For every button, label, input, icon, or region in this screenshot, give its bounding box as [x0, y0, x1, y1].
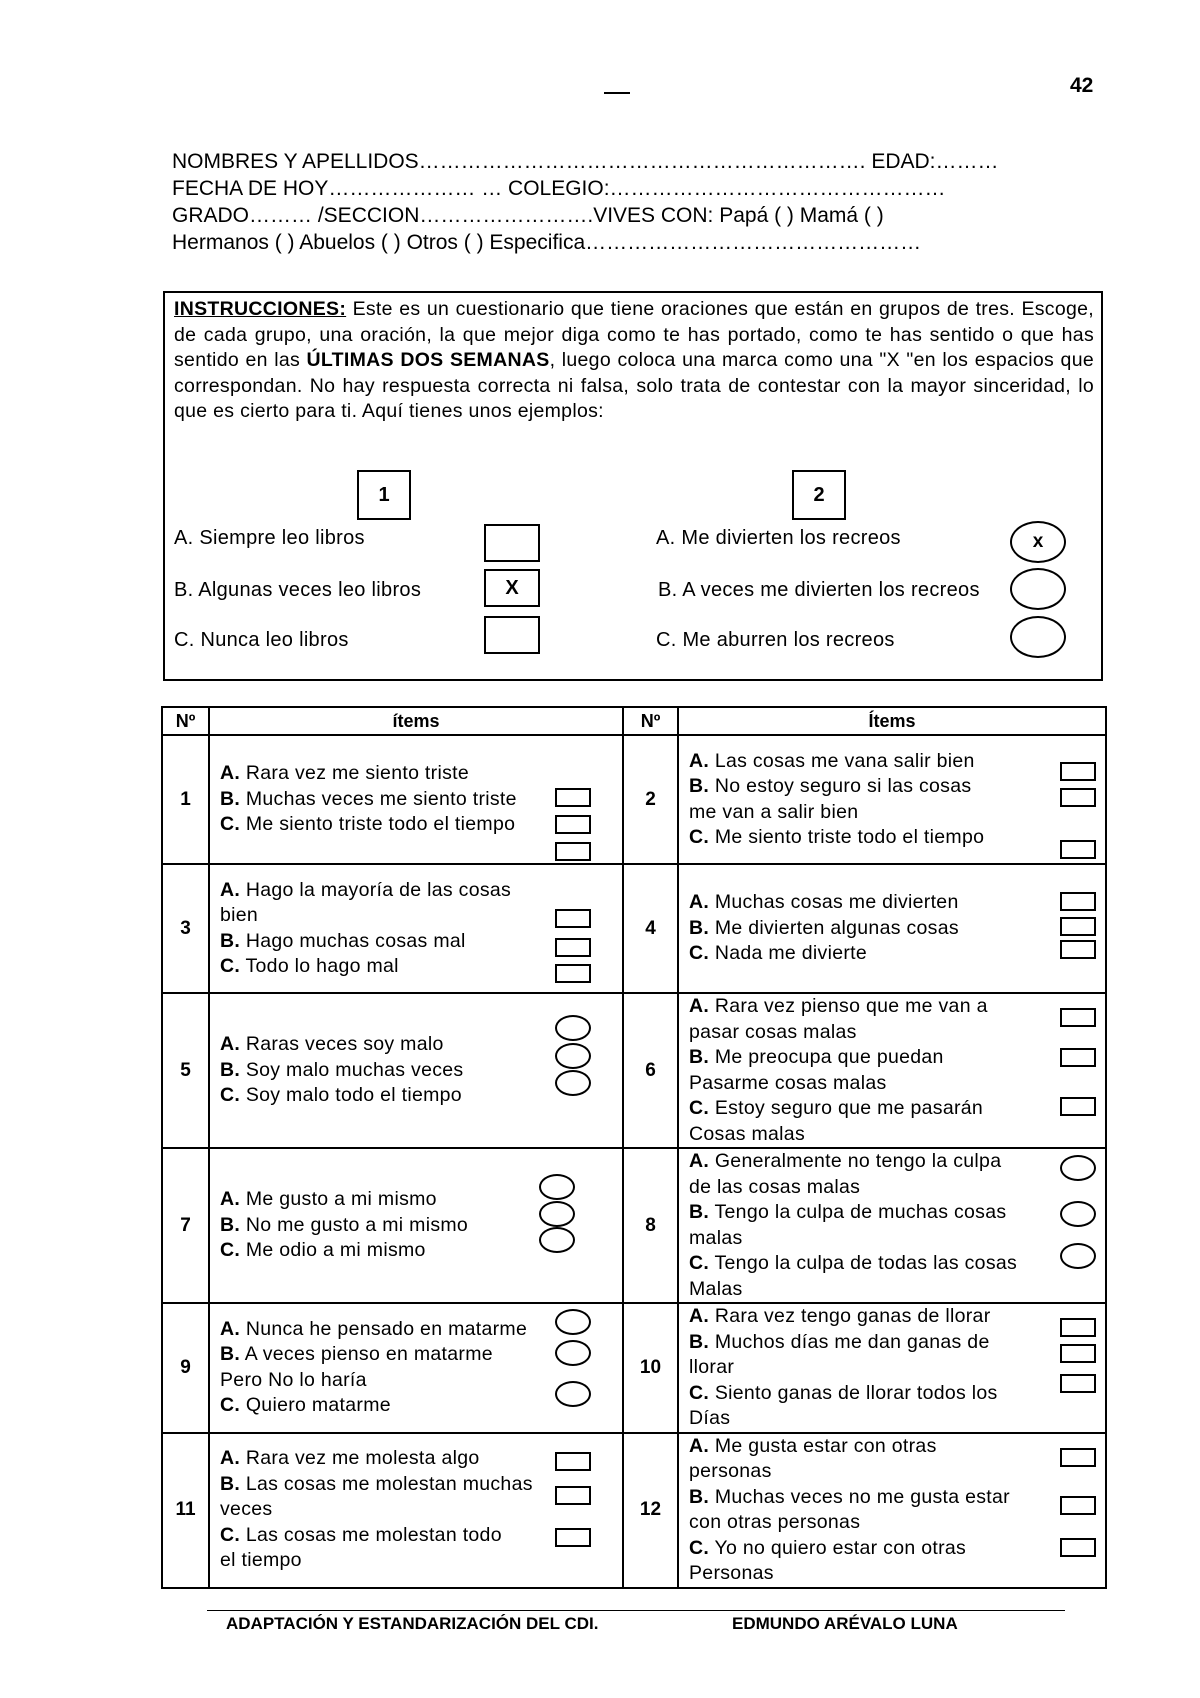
- item-number: 12: [623, 1433, 678, 1588]
- item-line: [689, 1149, 1105, 1175]
- option-text: Las cosas me molestan todo: [240, 1523, 502, 1546]
- grade-section-line: GRADO……… /SECCION…………………….VIVES CON: Papá ( ) Mamá ( ): [172, 204, 884, 227]
- option-text: Generalmente no tengo la culpa: [709, 1150, 1002, 1172]
- item-text: [210, 1032, 622, 1109]
- option-letter: C.: [220, 1523, 241, 1546]
- item-cell: [209, 864, 623, 993]
- item-line: [689, 1355, 1105, 1381]
- answer-box-b[interactable]: [1060, 917, 1096, 936]
- item-number: 6: [623, 993, 678, 1148]
- answer-oval-a[interactable]: [539, 1174, 575, 1200]
- item-number: 4: [623, 864, 678, 993]
- item-line: [689, 1122, 1105, 1148]
- option-text: Muchas veces me siento triste: [240, 787, 517, 810]
- option-text: de las cosas malas: [689, 1175, 861, 1198]
- item-cell: [209, 1303, 623, 1433]
- answer-box-b[interactable]: [555, 938, 591, 957]
- item-line: [689, 1406, 1105, 1432]
- answer-oval-a[interactable]: [555, 1015, 591, 1041]
- answer-oval-a[interactable]: [1060, 1155, 1096, 1181]
- example-2-number: 2: [792, 470, 846, 520]
- option-letter: C.: [220, 1084, 241, 1107]
- answer-box-a[interactable]: [1060, 762, 1096, 781]
- item-cell: [678, 1303, 1106, 1433]
- footer-credit: ADAPTACIÓN Y ESTANDARIZACIÓN DEL CDI.: [226, 1614, 599, 1633]
- option-letter: A.: [689, 995, 710, 1017]
- item-line: [689, 1459, 1105, 1485]
- answer-box-b[interactable]: [1060, 788, 1096, 807]
- option-text: Estoy seguro que me pasarán: [709, 1097, 984, 1119]
- option-text: Me odio a mi mismo: [240, 1239, 426, 1262]
- option-text: me van a salir bien: [689, 800, 859, 823]
- option-text: Yo no quiero estar con otras: [709, 1536, 967, 1559]
- instructions-emphasis: ÚLTIMAS DOS SEMANAS: [306, 349, 550, 371]
- option-text: Las cosas me vana salir bien: [709, 749, 975, 772]
- option-text: llorar: [689, 1356, 735, 1378]
- option-text: bien: [220, 904, 259, 926]
- option-text: Rara vez me siento triste: [240, 762, 469, 785]
- items-body: [162, 735, 1106, 1588]
- item-line: [689, 1485, 1105, 1511]
- item-text: [679, 890, 1105, 967]
- option-text: No estoy seguro si las cosas: [709, 775, 972, 797]
- option-text: Todo lo hago mal: [240, 955, 399, 977]
- option-letter: B.: [220, 1472, 241, 1495]
- option-letter: B.: [689, 1485, 710, 1508]
- option-text: Hago la mayoría de las cosas: [240, 878, 512, 901]
- option-text: Muchos días me dan ganas de: [709, 1330, 990, 1353]
- example-1-box-c[interactable]: [484, 616, 540, 654]
- answer-box-a[interactable]: [1060, 1448, 1096, 1467]
- example-1-box-b[interactable]: X: [484, 569, 540, 607]
- item-number: 8: [623, 1148, 678, 1303]
- option-text: Me siento triste todo el tiempo: [240, 813, 516, 836]
- header-num-right: Nº: [623, 707, 678, 735]
- item-cell: [209, 993, 623, 1148]
- option-text: Hago muchas cosas mal: [240, 929, 466, 952]
- answer-oval-c[interactable]: [1060, 1243, 1096, 1269]
- answer-box-c[interactable]: [1060, 940, 1096, 959]
- option-letter: C.: [220, 1394, 241, 1417]
- table-row: [162, 1148, 1106, 1303]
- item-number: 9: [162, 1303, 209, 1433]
- item-text: [679, 1434, 1105, 1587]
- item-cell: [678, 1148, 1106, 1303]
- option-letter: B.: [220, 1213, 241, 1236]
- item-line: [220, 1548, 622, 1574]
- answer-box-c[interactable]: [1060, 1374, 1096, 1393]
- answer-oval-c[interactable]: [555, 1381, 591, 1407]
- items-table: [161, 706, 1107, 1589]
- option-text: Nada me divierte: [709, 942, 868, 965]
- option-text: Personas: [689, 1562, 774, 1584]
- header-num-left: Nº: [162, 707, 209, 735]
- item-line: [689, 774, 1105, 800]
- example-2-option-a: A. Me divierten los recreos: [656, 527, 901, 549]
- instructions-box: [163, 291, 1103, 681]
- item-number: 10: [623, 1303, 678, 1433]
- table-row: [162, 993, 1106, 1148]
- answer-box-a[interactable]: [555, 1452, 591, 1471]
- option-letter: C.: [220, 813, 241, 836]
- item-line: [689, 1434, 1105, 1460]
- item-line: [689, 1071, 1105, 1097]
- option-text: Pasarme cosas malas: [689, 1071, 887, 1094]
- option-letter: A.: [689, 1150, 710, 1172]
- answer-oval-b[interactable]: [555, 1043, 591, 1069]
- item-line: [689, 890, 1105, 916]
- example-1-option-c: C. Nunca leo libros: [174, 629, 349, 651]
- item-text: [679, 1304, 1105, 1432]
- option-letter: A.: [689, 749, 710, 772]
- item-line: [689, 994, 1105, 1020]
- option-letter: A.: [220, 1033, 241, 1056]
- page-number: 42: [1070, 74, 1094, 97]
- option-text: Me siento triste todo el tiempo: [709, 826, 985, 848]
- option-letter: C.: [689, 826, 710, 848]
- item-cell: [209, 1433, 623, 1588]
- item-line: [689, 916, 1105, 942]
- header-items-left: ítems: [209, 707, 623, 735]
- item-line: [689, 1251, 1105, 1277]
- option-letter: A.: [220, 1447, 241, 1470]
- item-cell: [209, 1148, 623, 1303]
- option-text: A veces pienso en matarme: [240, 1343, 493, 1366]
- item-line: [689, 1277, 1105, 1303]
- option-letter: A.: [220, 1317, 241, 1340]
- example-1-box-a[interactable]: [484, 524, 540, 562]
- option-letter: B.: [689, 916, 710, 939]
- siblings-line: Hermanos ( ) Abuelos ( ) Otros ( ) Especifica…………………………………………: [172, 231, 922, 254]
- option-letter: A.: [220, 762, 241, 785]
- option-text: veces: [220, 1498, 273, 1521]
- option-letter: C.: [220, 955, 241, 977]
- answer-oval-c[interactable]: [555, 1070, 591, 1096]
- table-row: [162, 1303, 1106, 1433]
- item-cell: [678, 993, 1106, 1148]
- item-number: 7: [162, 1148, 209, 1303]
- answer-box-a[interactable]: [1060, 892, 1096, 911]
- item-cell: [678, 735, 1106, 864]
- option-text: Cosas malas: [689, 1122, 806, 1145]
- item-text: [679, 994, 1105, 1147]
- option-letter: A.: [689, 1434, 710, 1457]
- option-text: pasar cosas malas: [689, 1020, 857, 1043]
- option-letter: C.: [220, 1239, 241, 1262]
- instructions-text: [174, 297, 1094, 425]
- answer-box-a[interactable]: [1060, 1008, 1096, 1027]
- option-text: Soy malo todo el tiempo: [240, 1084, 462, 1107]
- answer-oval-c[interactable]: [539, 1227, 575, 1253]
- item-line: [689, 1200, 1105, 1226]
- answer-box-c[interactable]: [1060, 840, 1096, 859]
- table-row: [162, 1433, 1106, 1588]
- item-line: [689, 1226, 1105, 1252]
- date-school-line: FECHA DE HOY………………… … COLEGIO:…………………………………………: [172, 177, 946, 200]
- footer-author: EDMUNDO ARÉVALO LUNA: [732, 1614, 958, 1633]
- option-text: Tengo la culpa de todas las cosas: [709, 1252, 1018, 1274]
- answer-box-a[interactable]: [555, 788, 591, 807]
- item-line: [689, 941, 1105, 967]
- option-letter: B.: [220, 787, 241, 810]
- option-text: Me gusta estar con otras: [709, 1434, 937, 1457]
- answer-box-c[interactable]: [555, 1528, 591, 1547]
- option-letter: C.: [689, 1252, 710, 1274]
- option-letter: B.: [689, 1046, 710, 1068]
- option-letter: C.: [689, 942, 710, 965]
- item-cell: [678, 1433, 1106, 1588]
- example-2-oval-b[interactable]: [1010, 568, 1066, 610]
- example-1-number: 1: [357, 470, 411, 520]
- item-cell: [209, 735, 623, 864]
- option-text: Las cosas me molestan muchas: [240, 1472, 533, 1495]
- answer-box-b[interactable]: [1060, 1048, 1096, 1067]
- item-text: [679, 749, 1105, 851]
- answer-box-c[interactable]: [555, 964, 591, 983]
- item-line: [689, 749, 1105, 775]
- answer-oval-b[interactable]: [555, 1340, 591, 1366]
- answer-box-c[interactable]: [1060, 1097, 1096, 1116]
- option-text: Nunca he pensado en matarme: [240, 1317, 528, 1340]
- item-line: [689, 1020, 1105, 1046]
- item-line: [689, 1045, 1105, 1071]
- option-text: Muchas veces no me gusta estar: [709, 1485, 1010, 1508]
- item-line: [220, 878, 622, 904]
- option-letter: A.: [220, 878, 241, 901]
- option-letter: A.: [689, 1305, 710, 1327]
- answer-box-b[interactable]: [1060, 1496, 1096, 1515]
- item-number: 2: [623, 735, 678, 864]
- page-dash: [604, 92, 630, 94]
- item-line: [689, 1096, 1105, 1122]
- example-2-option-b: B. A veces me divierten los recreos: [658, 579, 980, 601]
- option-text: Rara vez tengo ganas de llorar: [709, 1305, 991, 1327]
- item-cell: [678, 864, 1106, 993]
- option-letter: B.: [689, 1201, 710, 1223]
- option-text: Me divierten algunas cosas: [709, 916, 959, 939]
- example-2-oval-a[interactable]: x: [1010, 521, 1066, 563]
- example-2-option-c: C. Me aburren los recreos: [656, 629, 895, 651]
- item-line: [689, 800, 1105, 826]
- option-text: con otras personas: [689, 1511, 861, 1533]
- answer-box-c[interactable]: [555, 842, 591, 861]
- option-text: Días: [689, 1407, 731, 1429]
- option-text: Tengo la culpa de muchas cosas: [709, 1201, 1007, 1223]
- item-number: 5: [162, 993, 209, 1148]
- table-row: [162, 735, 1106, 864]
- item-line: [220, 761, 622, 787]
- item-line: [689, 1381, 1105, 1407]
- item-line: [689, 825, 1105, 851]
- option-text: Soy malo muchas veces: [240, 1058, 464, 1081]
- answer-box-a[interactable]: [555, 909, 591, 928]
- option-letter: A.: [689, 891, 710, 914]
- option-letter: B.: [220, 1058, 241, 1081]
- option-text: Me preocupa que puedan: [709, 1046, 944, 1068]
- answer-oval-b[interactable]: [539, 1201, 575, 1227]
- option-text: Pero No lo haría: [220, 1368, 367, 1391]
- item-number: 11: [162, 1433, 209, 1588]
- instructions-text-b: , luego coloca una marca como una "X "en los espacios que correspondan. No hay respuesta correcta ni falsa, solo trata de contestar con la mayor sinceridad, lo que es cierto para ti. Aquí tienes unos ejemplos:: [174, 349, 1094, 422]
- option-text: Muchas cosas me divierten: [709, 891, 959, 914]
- item-line: [689, 1175, 1105, 1201]
- option-text: malas: [689, 1226, 743, 1249]
- option-letter: B.: [220, 1343, 241, 1366]
- answer-box-a[interactable]: [1060, 1318, 1096, 1337]
- item-line: [689, 1330, 1105, 1356]
- item-number: 1: [162, 735, 209, 864]
- item-line: [689, 1536, 1105, 1562]
- option-text: el tiempo: [220, 1549, 302, 1572]
- answer-oval-a[interactable]: [555, 1309, 591, 1335]
- example-1-option-b: B. Algunas veces leo libros: [174, 579, 422, 601]
- option-letter: B.: [689, 775, 710, 797]
- item-line: [689, 1510, 1105, 1536]
- example-1-option-a: A. Siempre leo libros: [174, 527, 365, 549]
- instructions-text-a: Este es un cuestionario que tiene oraciones que están en grupos de tres. Escoge, de cada grupo, una oración, la que mejor diga como te has portado, como te has sentido o que has sentido en las: [174, 298, 1094, 371]
- answer-box-b[interactable]: [555, 815, 591, 834]
- name-age-line: NOMBRES Y APELLIDOS………………………………………………………. EDAD:………: [172, 150, 999, 173]
- item-line: [689, 1304, 1105, 1330]
- answer-box-c[interactable]: [1060, 1538, 1096, 1557]
- item-text: [679, 1149, 1105, 1302]
- item-number: 3: [162, 864, 209, 993]
- option-text: Malas: [689, 1277, 743, 1300]
- option-text: Raras veces soy malo: [240, 1033, 444, 1056]
- option-letter: C.: [689, 1536, 710, 1559]
- table-header-row: [162, 707, 1106, 735]
- option-text: Siento ganas de llorar todos los: [709, 1381, 998, 1404]
- table-row: [162, 864, 1106, 993]
- option-letter: A.: [220, 1188, 241, 1211]
- option-letter: C.: [689, 1381, 710, 1404]
- answer-box-b[interactable]: [1060, 1344, 1096, 1363]
- footer-rule: [207, 1610, 1065, 1611]
- option-text: No me gusto a mi mismo: [240, 1213, 469, 1236]
- header-items-right: Ítems: [678, 707, 1106, 735]
- option-letter: B.: [220, 929, 241, 952]
- option-text: Quiero matarme: [240, 1394, 391, 1417]
- option-letter: C.: [689, 1097, 710, 1119]
- item-line: [689, 1561, 1105, 1587]
- option-text: Rara vez me molesta algo: [240, 1447, 480, 1470]
- option-letter: B.: [689, 1330, 710, 1353]
- answer-box-b[interactable]: [555, 1486, 591, 1505]
- option-text: personas: [689, 1460, 772, 1482]
- instructions-heading: INSTRUCCIONES:: [174, 298, 347, 320]
- example-2-oval-c[interactable]: [1010, 616, 1066, 658]
- option-text: Me gusto a mi mismo: [240, 1188, 437, 1211]
- option-text: Rara vez pienso que me van a: [709, 995, 988, 1017]
- answer-oval-b[interactable]: [1060, 1201, 1096, 1227]
